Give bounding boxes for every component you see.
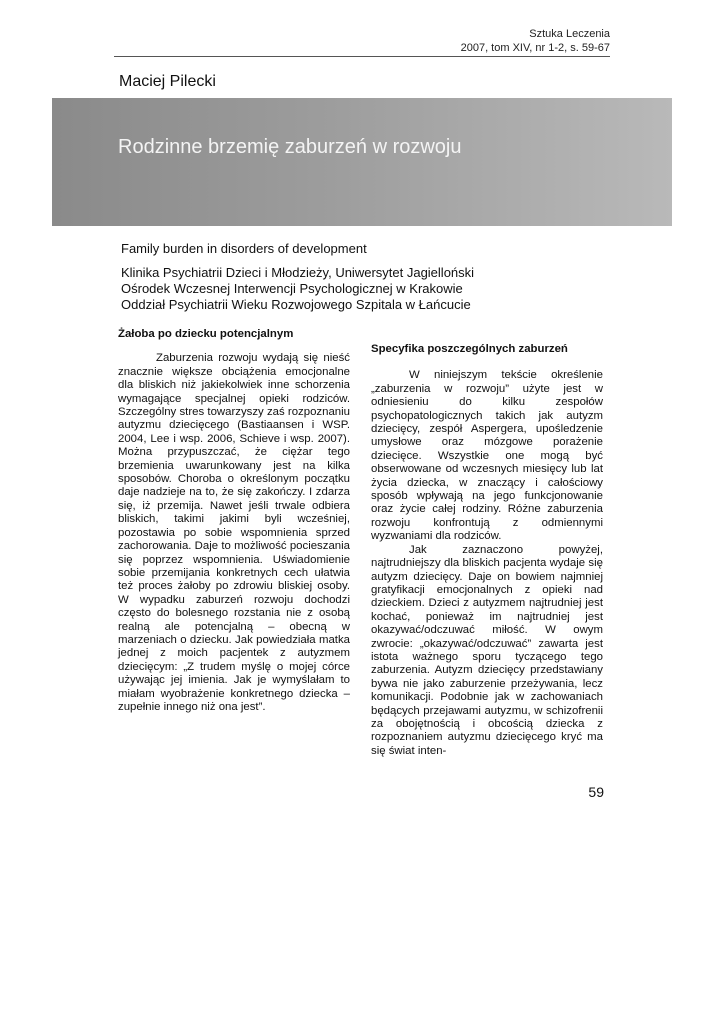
paragraph: Zaburzenia rozwoju wydają się nieść znacznie większe obciążenia emocjonalne dla bliskich niż jakiekolwiek inne schorzenia wymagające specjalnej opieki rodziców. Szczególny stres towarzyszy zaś rozpoznaniu autyzmu dziecięcego (Bastiaansen i WSP. 2004, Lee i wsp. 2006, Schieve i wsp. 2007). Można przypuszczać, że ciężar tego brzemienia uwarunkowany jest na kilka sposobów. Choroba o określonym początku daje nadzieje na to, że się zakończy. I zdarza się, iż przemija. Nawet jeśli trwale odbiera bliskich, takimi jakimi byli wcześniej, pozostawia po sobie wspomnienia sprzed zachorowania. Daje to możliwość pocieszania się poprzez wspomnienia. Uświadomienie sobie przemijania konkretnych cech ułatwia też proces żałoby po zdrowiu bliskiej osoby. W wypadku zaburzeń rozwoju dochodzi często do bolesnego rozstania nie z osobą realną ale potencjalną – obecną w marzeniach o dziecku. Jak powiedziała matka jednej z moich pacjentek z autyzmem dziecięcym: „Z trudem myślę o mojej córce używając jej imienia. Jak je wymyślałam to miałam wyobrażenie konkretnego dziecka – zupełnie innego niż ona jest”.: [118, 352, 350, 713]
header-rule: [114, 56, 610, 57]
title-band: [52, 98, 672, 226]
journal-header: [461, 27, 610, 55]
affiliations: [121, 265, 474, 313]
paragraph: Jak zaznaczono powyżej, najtrudniejszy dla bliskich pacjenta wydaje się autyzm dziecięcy. Daje on bowiem najmniej gratyfikacji emocjonalnych z opieki nad dzieckiem. Dzieci z autyzmem najtrudniej jest kochać, ponieważ im najtrudniej jest okazywać/odczuwać miłość. W owym zwrocie: „okazywać/odczuwać” zawarta jest istota ważnego sporu tyczącego tego zaburzenia. Autyzm dziecięcy przedstawiany bywa nie jako zaburzenie przeżywania, lecz komunikacji. Podobnie jak w zachowaniach będących przejawami autyzmu, w schizofrenii za obojętnością i obcością dziecka z rozpoznaniem autyzmu dziecięcego kryć ma się świat inten-: [371, 543, 603, 757]
affiliation: Oddział Psychiatrii Wieku Rozwojowego Szpitala w Łańcucie: [121, 297, 471, 312]
left-column: [118, 328, 350, 714]
right-column: [371, 328, 603, 758]
article-title: Rodzinne brzemię zaburzeń w rozwoju: [118, 136, 462, 158]
affiliation: Ośrodek Wczesnej Interwencji Psychologicznej w Krakowie: [121, 281, 463, 296]
english-title: Family burden in disorders of development: [121, 241, 367, 256]
affiliation: Klinika Psychiatrii Dzieci i Młodzieży, Uniwersytet Jagielloński: [121, 265, 475, 280]
journal-citation: 2007, tom XIV, nr 1-2, s. 59-67: [460, 42, 610, 54]
section-heading: Żałoba po dziecku potencjalnym: [118, 328, 294, 340]
paragraph: W niniejszym tekście określenie „zaburzenia w rozwoju” użyte jest w odniesieniu do kilku zespołów psychopatologicznych takich jak autyzm dziecięcy, zespół Aspergera, upośledzenie umysłowe oraz mózgowe porażenie dziecięce. Wszystkie one mogą być obserwowane od wczesnych miesięcy lub lat życia dziecka, w znaczący i całościowy sposób wpływają na jego funkcjonowanie oraz życie całej rodziny. Różne zaburzenia rozwoju konfrontują z odmiennymi wyzwaniami dla rodziców.: [371, 369, 603, 543]
journal-name: Sztuka Leczenia: [529, 28, 610, 40]
section-heading: Specyfika poszczególnych zaburzeń: [371, 343, 568, 355]
page-number: 59: [588, 784, 604, 800]
author-name: Maciej Pilecki: [119, 73, 216, 90]
